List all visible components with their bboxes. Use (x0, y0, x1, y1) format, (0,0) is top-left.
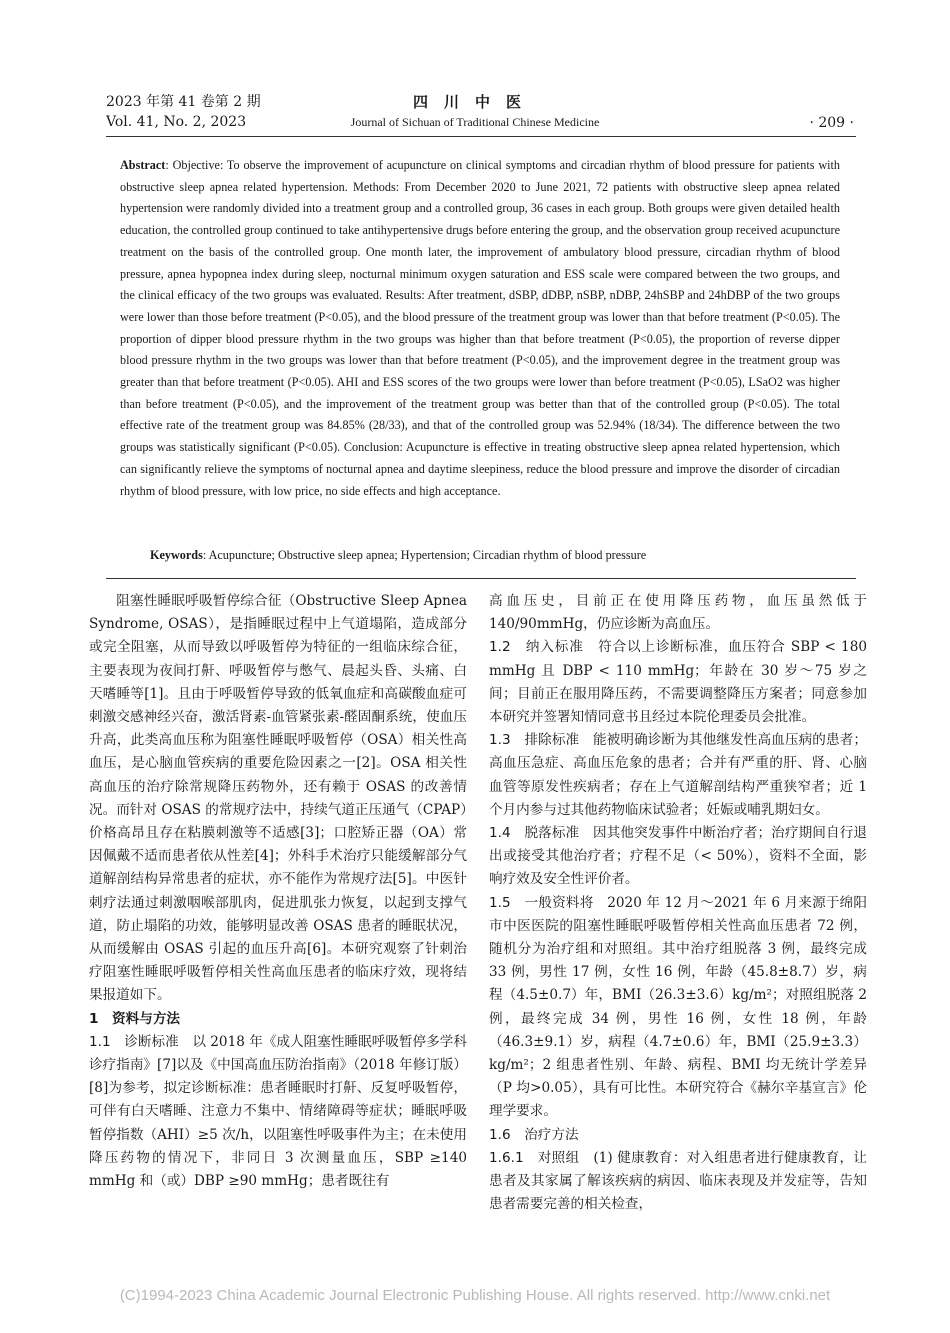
subsection-text-1-4: 因其他突发事件中断治疗者；治疗期间自行退出或接受其他治疗者；疗程不足（< 50%），资料不全面，影响疗效及安全性评价者。 (489, 825, 867, 888)
year-issue: 2023 年第 41 卷第 2 期 (106, 94, 261, 110)
subsection-text-1-6-1: (1) 健康教育：对入组患者进行健康教育，让患者及其家属了解该疾病的病因、临床表现及并发症等，告知患者需要完善的相关检查， (489, 1149, 868, 1213)
journal-header (0, 92, 950, 132)
header-rule (106, 136, 856, 137)
paragraph-1-6-1 (489, 1147, 867, 1217)
section-heading-1: 1 资料与方法 (89, 1010, 181, 1027)
subsection-label-1-4: 1.4 脱落标准 (489, 825, 580, 842)
abstract-text: : Objective: To observe the improvement of acupuncture on clinical symptoms and circadian rhythm of blood pressure for patients with obstructive sleep apnea related hypertension. Methods: From December 2020 to June 2021, 72 patients with obstructive sleep apnea related hypertension were randomly divided into a treatment group and a controlled group, 36 cases in each group. Both groups were given detailed health education, the controlled group continued to take antihypertensive drugs before entering the group, and the observation group received acupuncture treatment on the basis of the controlled group. One month later, the improvement of ambulatory blood pressure, circadian rhythm of blood pressure, apnea hypopnea index during sleep, nocturnal minimum oxygen saturation and ESS scale were compared between the two groups, and the clinical efficacy of the two groups was evaluated. Results: After treatment, dSBP, dDBP, nSBP, nDBP, 24hSBP and 24hDBP of the two groups were lower than those before treatment (P<0.05), and the blood pressure of the treatment group was lower than that before treatment (P<0.05). The proportion of dipper blood pressure rhythm in the two groups was higher than that before treatment (P<0.05), the proportion of reverse dipper blood pressure rhythm in the two groups was lower than that before treatment (P<0.05), and the improvement degree in the treatment group was greater than that before treatment (P<0.05). AHI and ESS scores of the two groups were lower than before treatment (P<0.05), LSaO2 was higher than before treatment (P<0.05), and the improvement of the treatment group was better than that of the controlled group (P<0.05). The total effective rate of the treatment group was 84.85% (28/33), and that of the controlled group was 52.94% (18/34). The difference between the two groups was statistically significant (P<0.05). Conclusion: Acupuncture is effective in treating obstructive sleep apnea related hypertension, which can significantly relieve the symptoms of nocturnal apnea and daytime sleepiness, reduce the blood pressure and improve the disorder of circadian rhythm of blood pressure, with low price, no side effects and high acceptance. (120, 158, 840, 498)
keywords-label: Keywords (150, 548, 203, 562)
paragraph-1-5 (489, 892, 867, 1124)
copyright-footer: (C)1994-2023 China Academic Journal Electronic Publishing House. All rights reserved. http://www.cnki.net (119, 1287, 831, 1304)
right-column (489, 590, 867, 1216)
subsection-label-1-5: 1.5 一般资料 (489, 894, 580, 911)
abstract-label: Abstract (120, 158, 166, 172)
page-number: · 209 · (809, 115, 854, 131)
subsection-label-1-6-1: 1.6.1 对照组 (489, 1149, 580, 1166)
abstract-rule (106, 578, 856, 579)
subsection-label-1-2: 1.2 纳入标准 (489, 639, 584, 656)
journal-title-en: Journal of Sichuan of Traditional Chinese Medicine (350, 115, 600, 129)
journal-title-cn: 四川中医 (412, 93, 537, 111)
subsection-text-1-2: 符合以上诊断标准，血压符合 SBP < 180 mmHg 且 DBP < 110 mmHg；年龄在 30 岁～75 岁之间；目前正在服用降压药，不需要调整降压方案者；同意参加本研究并签署知情同意书且经过本院伦理委员会批准。 (489, 639, 867, 726)
keywords (150, 548, 840, 563)
subsection-text-1-5: 将 2020 年 12 月～2021 年 6 月来源于绵阳市中医医院的阻塞性睡眠呼吸暂停相关性高血压患者 72 例，随机分为治疗组和对照组。其中治疗组脱落 3 例，最终完成 33 例，男性 17 例，女性 16 例，年龄（45.8±8.7）岁，病程（4.5±0.7）年，BMI（26.3±3.6）kg/m²；对照组脱落 2 例，最终完成 34 例，男性 16 例，女性 18 例，年龄（46.3±9.1）岁，病程（4.7±0.6）年，BMI（25.9±3.3）kg/m²；2 组患者性别、年龄、病程、BMI 均无统计学差异（P 均>0.05），具有可比性。本研究符合《赫尔辛基宣言》伦理学要求。 (489, 894, 867, 1120)
paragraph-1-4 (489, 822, 867, 892)
left-column (89, 590, 467, 1193)
subsection-label-1-3: 1.3 排除标准 (489, 732, 580, 749)
paragraph-1-3 (489, 729, 867, 822)
paragraph-1-2 (489, 636, 867, 729)
subsection-heading-1-6: 1.6 治疗方法 (489, 1126, 579, 1143)
abstract (120, 155, 840, 502)
subsection-label-1-1: 1.1 诊断标准 (89, 1033, 179, 1050)
intro-paragraph: 阻塞性睡眠呼吸暂停综合征（Obstructive Sleep Apnea Syndrome, OSAS），是指睡眠过程中上气道塌陷，造成部分或完全阻塞，从而导致以呼吸暂停为特征的一组临床综合征，主要表现为夜间打鼾、呼吸暂停与憋气、晨起头昏、头痛、白天嗜睡等[1]。且由于呼吸暂停导致的低氧血症和高碳酸血症可刺激交感神经兴奋，激活肾素-血管紧张素-醛固酮系统，使血压升高，此类高血压称为阻塞性睡眠呼吸暂停（OSA）相关性高血压，是心脑血管疾病的重要危险因素之一[2]。OSA 相关性高血压的治疗除常规降压药物外，还有赖于 OSAS 的改善情况。而针对 OSAS 的常规疗法中，持续气道正压通气（CPAP）价格高昂且存在粘膜刺激等不适感[3]；口腔矫正器（OA）常因佩戴不适而患者依从性差[4]；外科手术治疗只能缓解部分气道解剖结构异常患者的症状，亦不能作为常规疗法[5]。中医针刺疗法通过刺激咽喉部肌肉，促进肌张力恢复，以起到支撑气道，防止塌陷的功效，能够明显改善 OSAS 患者的睡眠状况，从而缓解由 OSAS 引起的血压升高[6]。本研究观察了针刺治疗阻塞性睡眠呼吸暂停相关性高血压患者的临床疗效，现将结果报道如下。 (89, 593, 467, 1004)
paragraph-continued: 高血压史，目前正在使用降压药物，血压虽然低于 140/90mmHg，仍应诊断为高血压。 (489, 593, 867, 633)
subsection-text-1-1: 以 2018 年《成人阻塞性睡眠呼吸暂停多学科诊疗指南》[7]以及《中国高血压防治指南》（2018 年修订版）[8]为参考，拟定诊断标准：患者睡眠时打鼾、反复呼吸暂停，可伴有白天嗜睡、注意力不集中、情绪障碍等症状；睡眠呼吸暂停指数（AHI）≥5 次/h，以阻塞性呼吸事件为主；在未使用降压药物的情况下，非同日 3 次测量血压，SBP ≥140 mmHg 和（或）DBP ≥90 mmHg；患者既往有 (89, 1033, 467, 1190)
keywords-text: : Acupuncture; Obstructive sleep apnea; Hypertension; Circadian rhythm of blood pressure (202, 548, 647, 562)
subsection-text-1-3: 能被明确诊断为其他继发性高血压病的患者；高血压急症、高血压危象的患者；合并有严重的肝、肾、心脑血管等原发性疾病者；存在上气道解剖结构严重狭窄者；近 1 个月内参与过其他药物临床试验者；妊娠或哺乳期妇女。 (489, 732, 867, 818)
paragraph-1-1 (89, 1031, 467, 1193)
volume-line: Vol. 41, No. 2, 2023 (106, 114, 247, 130)
